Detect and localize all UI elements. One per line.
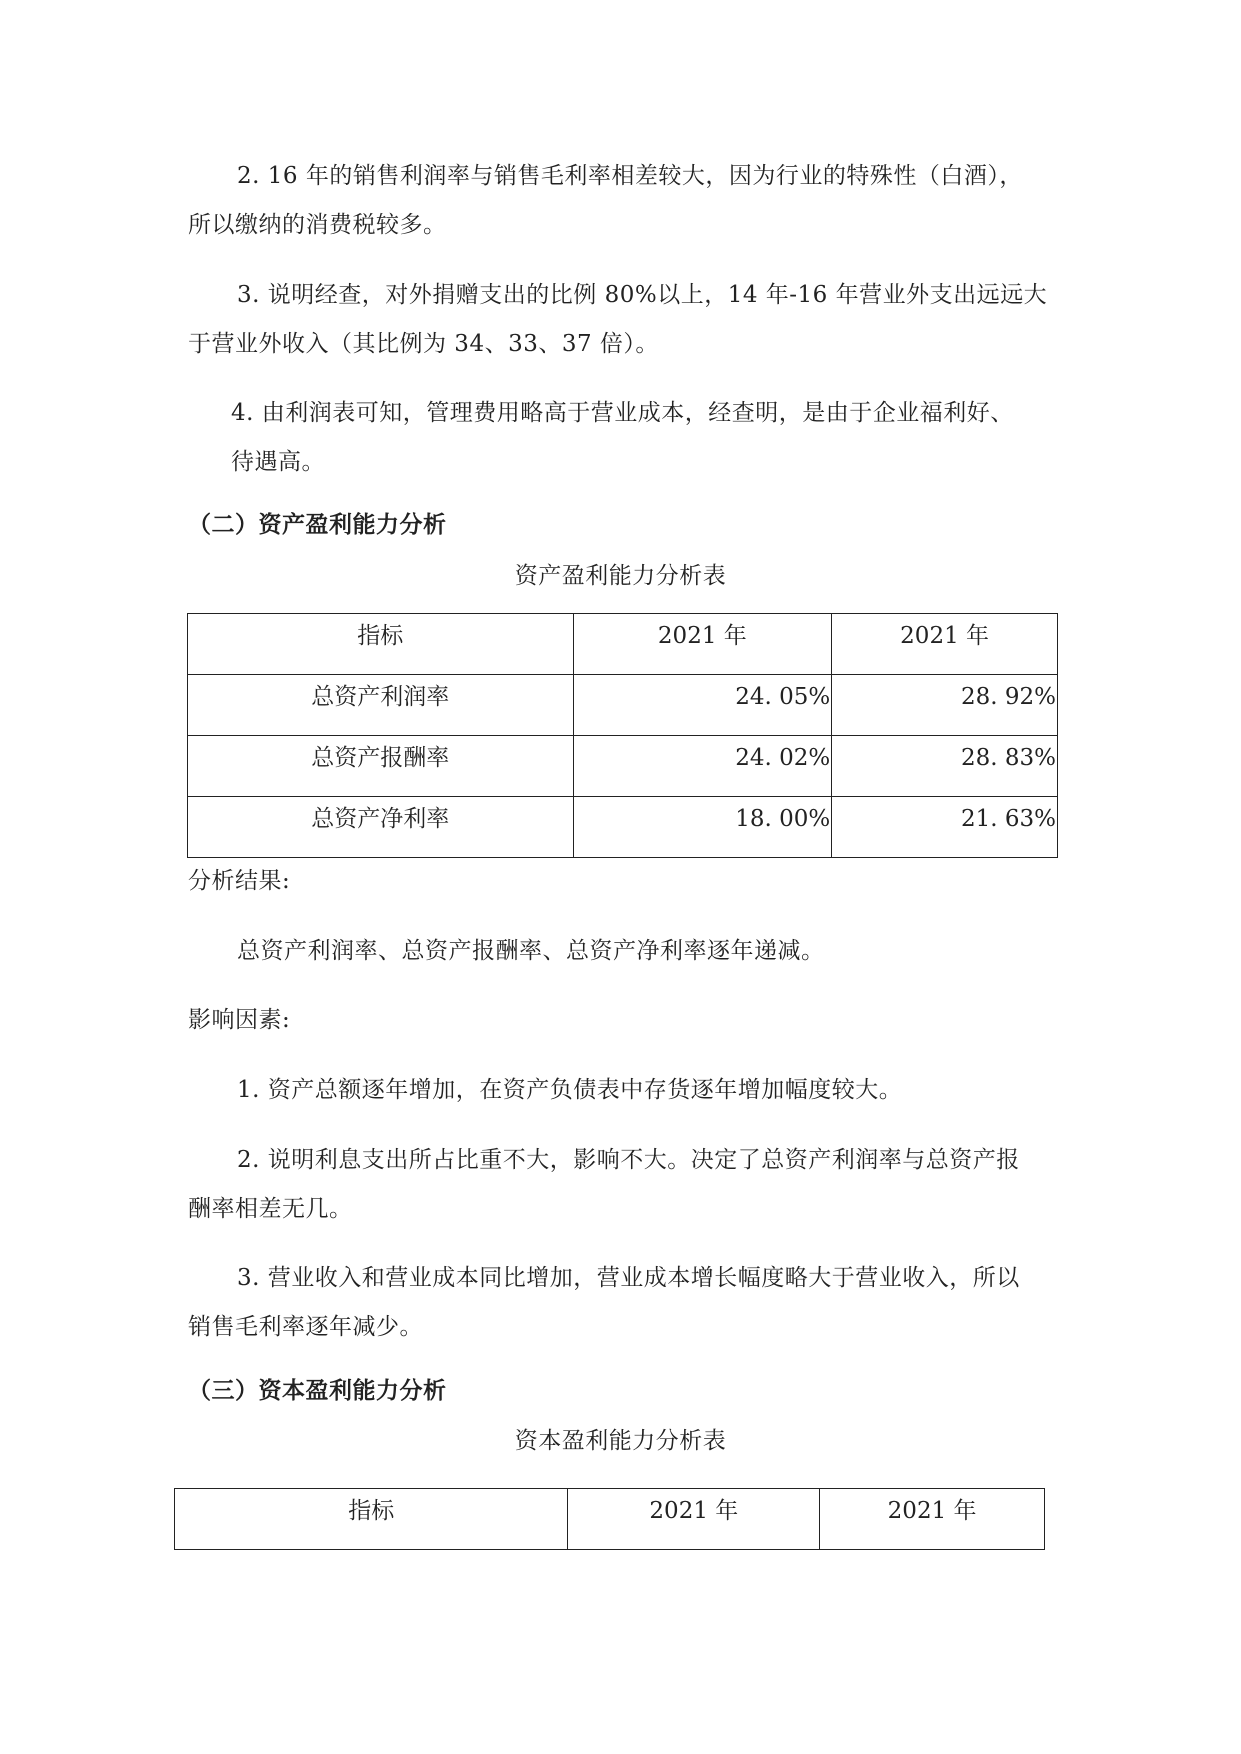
- header-cell: 指标: [175, 1489, 568, 1550]
- factor-2-line-1: 2. 说明利息支出所占比重不大，影响不大。决定了总资产利润率与总资产报: [237, 1147, 1020, 1173]
- table-caption-asset: 资产盈利能力分析表: [514, 563, 727, 589]
- factor-3-line-2: 销售毛利率逐年减少。: [188, 1314, 423, 1340]
- item-4-line-1: 4. 由利润表可知，管理费用略高于营业成本，经查明，是由于企业福利好、: [231, 400, 1014, 426]
- factor-1: 1. 资产总额逐年增加，在资产负债表中存货逐年增加幅度较大。: [237, 1077, 903, 1103]
- item-3-line-2: 于营业外收入（其比例为 34、33、37 倍）。: [188, 331, 659, 357]
- table-row: [188, 675, 1058, 736]
- factor-2-line-2: 酬率相差无几。: [188, 1196, 353, 1222]
- asset-profitability-table: [187, 613, 1058, 858]
- indicator-cell: 总资产报酬率: [188, 736, 574, 797]
- table-row: [188, 736, 1058, 797]
- analysis-result-text: 总资产利润率、总资产报酬率、总资产净利率逐年递减。: [237, 938, 825, 964]
- value-cell: 21. 63%: [832, 797, 1058, 858]
- table-header-row: [188, 614, 1058, 675]
- indicator-cell: 总资产利润率: [188, 675, 574, 736]
- header-cell: 2021 年: [820, 1489, 1045, 1550]
- value-cell: 24. 05%: [573, 675, 832, 736]
- item-3-line-1: 3. 说明经查，对外捐赠支出的比例 80%以上，14 年-16 年营业外支出远远大: [237, 282, 1048, 308]
- item-2-line-2: 所以缴纳的消费税较多。: [188, 212, 447, 238]
- header-cell: 指标: [188, 614, 574, 675]
- table-caption-capital: 资本盈利能力分析表: [514, 1428, 727, 1454]
- influence-factors-label: 影响因素:: [188, 1007, 291, 1033]
- item-2-line-1: 2. 16 年的销售利润率与销售毛利率相差较大，因为行业的特殊性（白酒），: [237, 163, 1023, 189]
- header-cell: 2021 年: [832, 614, 1058, 675]
- table-row: [188, 797, 1058, 858]
- value-cell: 28. 92%: [832, 675, 1058, 736]
- header-cell: 2021 年: [568, 1489, 820, 1550]
- item-4-line-2: 待遇高。: [231, 449, 325, 475]
- value-cell: 18. 00%: [573, 797, 832, 858]
- analysis-result-label: 分析结果:: [188, 868, 291, 894]
- factor-3-line-1: 3. 营业收入和营业成本同比增加，营业成本增长幅度略大于营业收入，所以: [237, 1265, 1020, 1291]
- indicator-cell: 总资产净利率: [188, 797, 574, 858]
- capital-profitability-table: [174, 1488, 1045, 1550]
- section-3-heading: （三）资本盈利能力分析: [188, 1377, 447, 1404]
- section-2-heading: （二）资产盈利能力分析: [188, 511, 447, 538]
- header-cell: 2021 年: [573, 614, 832, 675]
- value-cell: 24. 02%: [573, 736, 832, 797]
- value-cell: 28. 83%: [832, 736, 1058, 797]
- table-header-row: [175, 1489, 1045, 1550]
